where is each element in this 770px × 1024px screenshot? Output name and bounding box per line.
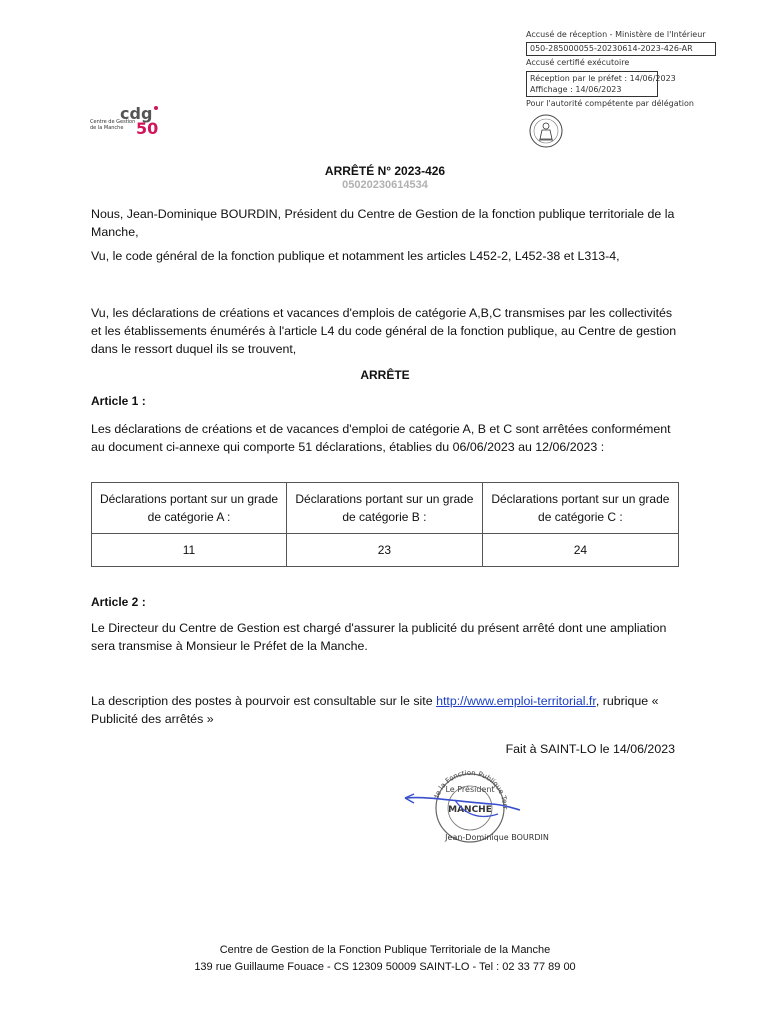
republic-seal-icon [528, 113, 564, 149]
table-header-cell-a: Déclarations portant sur un grade de catégorie A : [92, 483, 287, 534]
table-header-row [92, 483, 679, 534]
signatory-name: Jean-Dominique BOURDIN [445, 833, 549, 842]
table-header-cell-c: Déclarations portant sur un grade de catégorie C : [482, 483, 678, 534]
receipt-ar-id: 050-285000055-20230614-2023-426-AR [526, 42, 716, 56]
description-paragraph [91, 692, 681, 728]
arrete-heading: ARRÊTE [360, 368, 410, 382]
fait-a-line: Fait à SAINT-LO le 14/06/2023 [505, 742, 675, 756]
stamp-ring-text: de la Fonction Publique Terr [432, 770, 510, 810]
receipt-dates-box [526, 71, 676, 97]
receipt-reception-date: Réception par le préfet : 14/06/2023 [530, 74, 676, 83]
stamp-top-text: Le Président [445, 785, 495, 794]
logo-subtitle-2: de la Manche [90, 125, 124, 131]
table-value-b: 23 [287, 534, 483, 567]
receipt-line-1: Accusé de réception - Ministère de l'Intérieur [526, 30, 706, 39]
logo-text: cdg [120, 104, 153, 123]
official-stamp-icon [400, 770, 550, 850]
table-row [92, 534, 679, 567]
article-1-title: Article 1 : [91, 394, 146, 408]
description-prefix: La description des postes à pourvoir est consultable sur le site [91, 694, 437, 708]
vu-paragraph-2: Vu, les déclarations de créations et vacances d'emplois de catégorie A,B,C transmises par les collectivités et les établissements énumérés à l'article L4 du code général de la fonction publique, au Centre de gestion dans le ressort duquel ils se trouvent, [91, 306, 677, 356]
emploi-territorial-link[interactable]: http://www.emploi-territorial.fr [436, 694, 596, 708]
cdg-logo [90, 103, 162, 137]
receipt-affichage-date: Affichage : 14/06/2023 [530, 85, 622, 94]
stamp-center-text: MANCHE [448, 805, 492, 815]
table-value-a: 11 [92, 534, 287, 567]
table-value-c: 24 [482, 534, 678, 567]
receipt-stamp [526, 30, 716, 151]
article-1-text: Les déclarations de créations et de vacances d'emploi de catégorie A, B et C sont arrêtées conformément au document ci-annexe qui comporte 51 déclarations, établies du 06/06/2023 au 12/06/2023 : [91, 422, 671, 454]
logo-number: 50 [136, 119, 159, 137]
table-header-cell-b: Déclarations portant sur un grade de catégorie B : [287, 483, 483, 534]
article-2-text: Le Directeur du Centre de Gestion est chargé d'assurer la publicité du présent arrêté dont une ampliation sera transmise à Monsieur le Préfet de la Manche. [91, 621, 667, 653]
footer [0, 942, 770, 976]
intro-paragraph: Nous, Jean-Dominique BOURDIN, Président du Centre de Gestion de la fonction publique territoriale de la Manche, [91, 207, 675, 239]
article-2-title: Article 2 : [91, 595, 146, 609]
receipt-delegation: Pour l'autorité compétente par délégation [526, 99, 694, 108]
logo-subtitle-1: Centre de Gestion [90, 119, 136, 125]
declarations-table [91, 482, 679, 567]
footer-line-1: Centre de Gestion de la Fonction Publique Territoriale de la Manche [219, 944, 551, 956]
signature-stamp [400, 770, 550, 850]
receipt-line-3: Accusé certifié exécutoire [526, 58, 630, 67]
vu-paragraph-1: Vu, le code général de la fonction publique et notamment les articles L452-2, L452-38 et L313-4, [91, 249, 620, 263]
footer-line-2: 139 rue Guillaume Fouace - CS 12309 50009 SAINT-LO - Tel : 02 33 77 89 00 [194, 961, 576, 973]
description-suffix: , rubrique « Publicité des arrêtés » [91, 694, 659, 726]
reference-number: 05020230614534 [342, 179, 428, 191]
page-title: ARRÊTÉ N° 2023-426 [324, 164, 446, 178]
